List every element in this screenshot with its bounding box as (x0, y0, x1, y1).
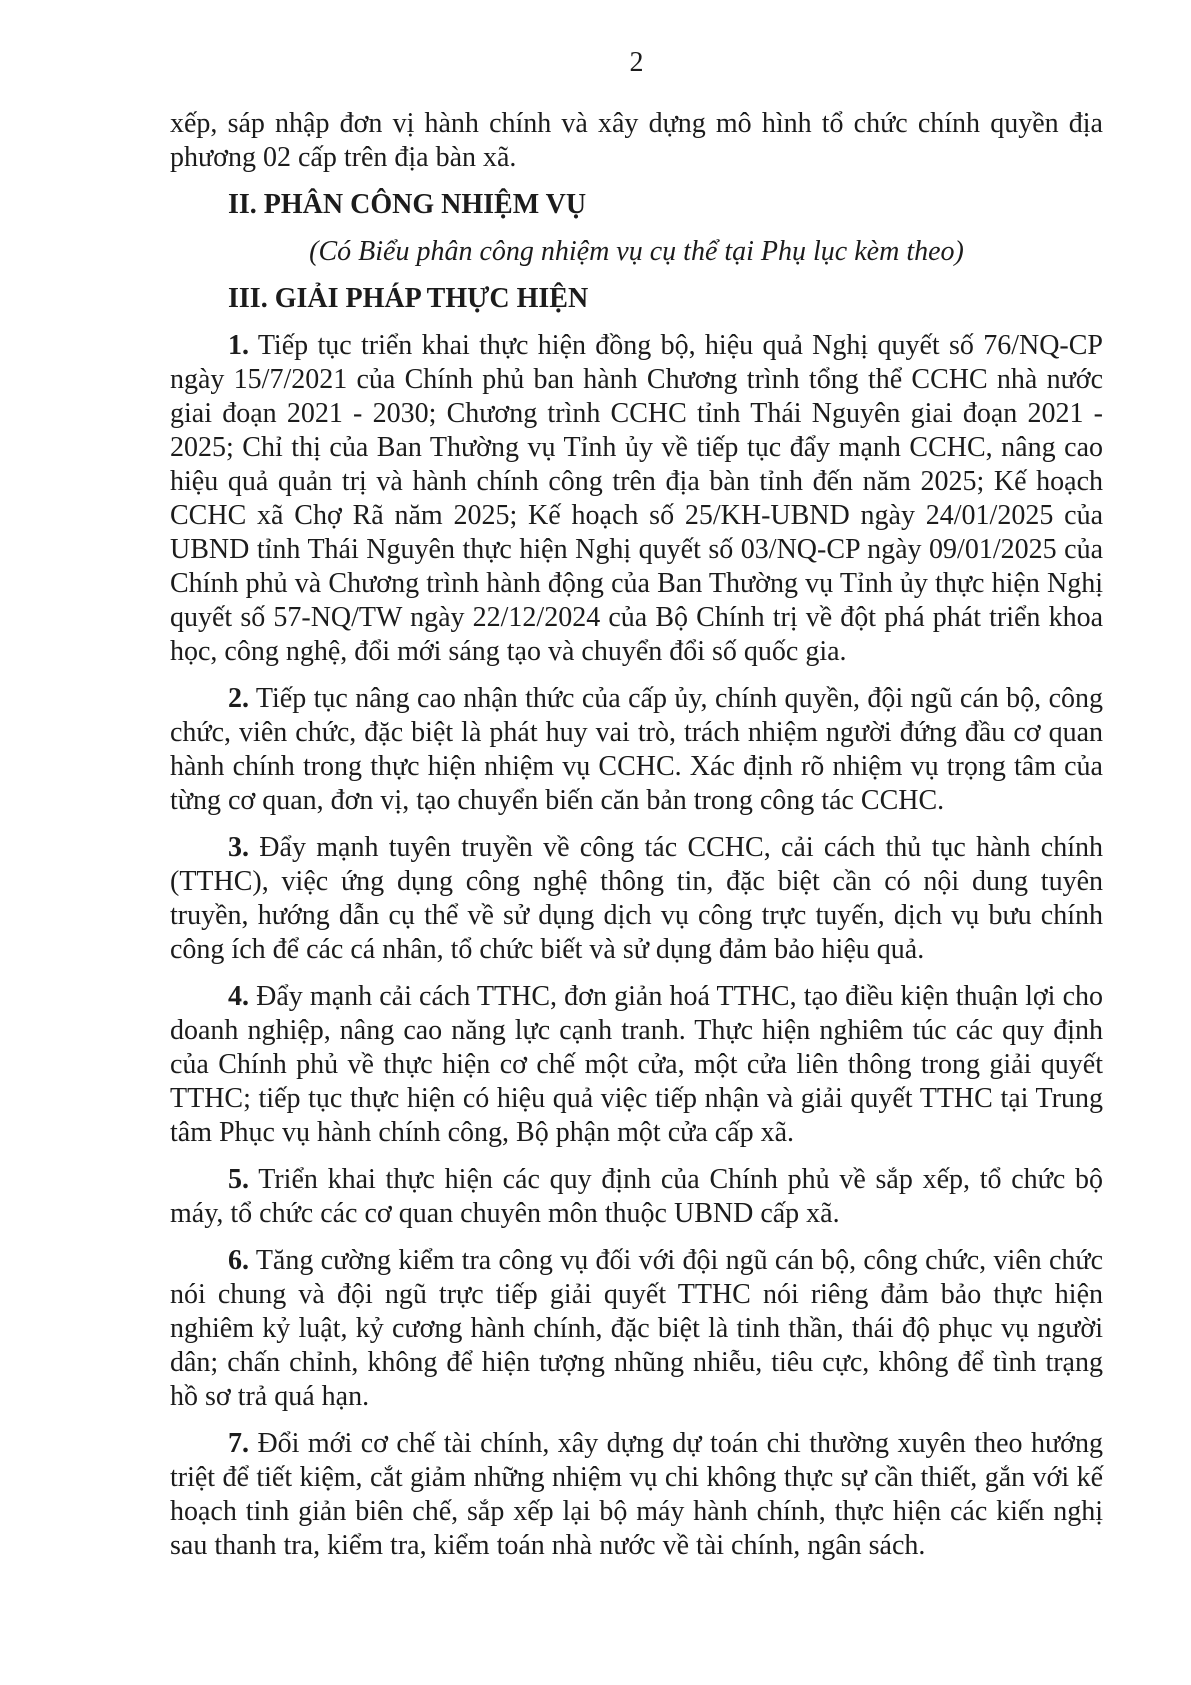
numbered-paragraph-1 (170, 329, 1103, 669)
paragraph-text: Đổi mới cơ chế tài chính, xây dựng dự toán chi thường xuyên theo hướng triệt để tiết kiệm, cắt giảm những nhiệm vụ chi không thực sự cần thiết, gắn với kế hoạch tinh giản biên chế, sắp xếp lại bộ máy hành chính, thực hiện các kiến nghị sau thanh tra, kiểm tra, kiểm toán nhà nước về tài chính, ngân sách. (170, 1428, 1103, 1561)
paragraph-number: 7. (228, 1428, 249, 1459)
section-heading-ii: II. PHÂN CÔNG NHIỆM VỤ (228, 189, 587, 220)
paragraph-number: 5. (228, 1164, 249, 1195)
numbered-paragraph-3 (170, 831, 1103, 967)
paragraph-number: 6. (228, 1245, 249, 1276)
paragraph-number: 2. (228, 683, 249, 714)
paragraph-text: Triển khai thực hiện các quy định của Chính phủ về sắp xếp, tổ chức bộ máy, tổ chức các cơ quan chuyên môn thuộc UBND cấp xã. (170, 1164, 1104, 1229)
numbered-paragraph-4 (170, 980, 1103, 1150)
page-number: 2 (629, 47, 644, 78)
paragraph-number: 4. (228, 981, 249, 1012)
numbered-paragraph-6 (170, 1244, 1103, 1414)
paragraph-text: Đẩy mạnh cải cách TTHC, đơn giản hoá TTHC, tạo điều kiện thuận lợi cho doanh nghiệp, nâng cao năng lực cạnh tranh. Thực hiện nghiêm túc các quy định của Chính phủ về thực hiện cơ chế một cửa, một cửa liên thông trong giải quyết TTHC; tiếp tục thực hiện có hiệu quả việc tiếp nhận và giải quyết TTHC tại Trung tâm Phục vụ hành chính công, Bộ phận một cửa cấp xã. (170, 981, 1104, 1148)
section-heading-iii: III. GIẢI PHÁP THỰC HIỆN (228, 283, 589, 314)
paragraph-text: Tăng cường kiểm tra công vụ đối với đội ngũ cán bộ, công chức, viên chức nói chung và đội ngũ trực tiếp giải quyết TTHC nói riêng đảm bảo thực hiện nghiêm kỷ luật, kỷ cương hành chính, đặc biệt là tinh thần, thái độ phục vụ người dân; chấn chỉnh, không để hiện tượng nhũng nhiễu, tiêu cực, không để tình trạng hồ sơ trả quá hạn. (170, 1245, 1103, 1412)
numbered-paragraph-5 (170, 1163, 1103, 1231)
paragraph-number: 3. (228, 832, 249, 863)
numbered-paragraph-7 (170, 1427, 1103, 1563)
paragraph-text: Đẩy mạnh tuyên truyền về công tác CCHC, cải cách thủ tục hành chính (TTHC), việc ứng dụng công nghệ thông tin, đặc biệt cần có nội dung tuyên truyền, hướng dẫn cụ thể về sử dụng dịch vụ công trực tuyến, dịch vụ bưu chính công ích để các cá nhân, tổ chức biết và sử dụng đảm bảo hiệu quả. (170, 832, 1103, 965)
numbered-paragraph-2 (170, 682, 1103, 818)
paragraph-text: Tiếp tục triển khai thực hiện đồng bộ, hiệu quả Nghị quyết số 76/NQ-CP ngày 15/7/2021 của Chính phủ ban hành Chương trình tổng thể CCHC nhà nước giai đoạn 2021 - 2030; Chương trình CCHC tỉnh Thái Nguyên giai đoạn 2021 - 2025; Chỉ thị của Ban Thường vụ Tỉnh ủy về tiếp tục đẩy mạnh CCHC, nâng cao hiệu quả quản trị và hành chính công trên địa bàn tỉnh đến năm 2025; Kế hoạch CCHC xã Chợ Rã năm 2025; Kế hoạch số 25/KH-UBND ngày 24/01/2025 của UBND tỉnh Thái Nguyên thực hiện Nghị quyết số 03/NQ-CP ngày 09/01/2025 của Chính phủ và Chương trình hành động của Ban Thường vụ Tỉnh ủy thực hiện Nghị quyết số 57-NQ/TW ngày 22/12/2024 của Bộ Chính trị về đột phá phát triển khoa học, công nghệ, đổi mới sáng tạo và chuyển đổi số quốc gia. (170, 330, 1104, 667)
continuation-paragraph: xếp, sáp nhập đơn vị hành chính và xây dựng mô hình tổ chức chính quyền địa phương 02 cấp trên địa bàn xã. (170, 108, 1103, 173)
paragraph-text: Tiếp tục nâng cao nhận thức của cấp ủy, chính quyền, đội ngũ cán bộ, công chức, viên chức, đặc biệt là phát huy vai trò, trách nhiệm người đứng đầu cơ quan hành chính trong thực hiện nhiệm vụ CCHC. Xác định rõ nhiệm vụ trọng tâm của từng cơ quan, đơn vị, tạo chuyển biến căn bản trong công tác CCHC. (170, 683, 1103, 816)
appendix-note: (Có Biểu phân công nhiệm vụ cụ thể tại Phụ lục kèm theo) (309, 236, 964, 267)
paragraph-number: 1. (228, 330, 249, 361)
